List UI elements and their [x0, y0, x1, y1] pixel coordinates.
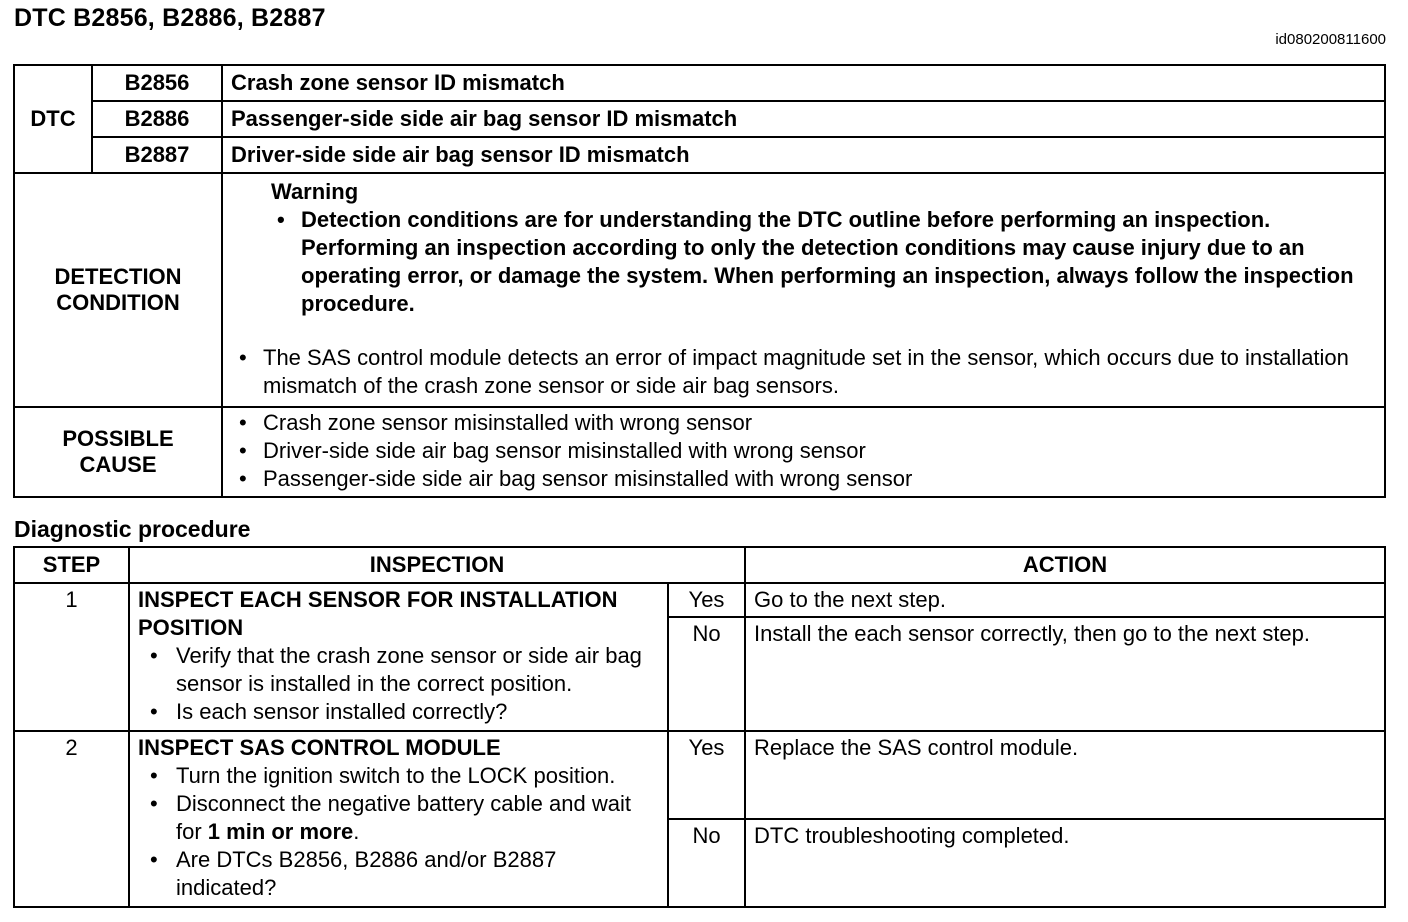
cause-item: • Passenger-side side air bag sensor misinstalled with wrong sensor [233, 465, 1374, 493]
yes-label: Yes [668, 731, 745, 819]
inspection-emphasis: 1 min or more [207, 819, 354, 844]
document-id: id080200811600 [1275, 31, 1386, 48]
dtc-code: B2887 [92, 137, 222, 173]
no-action: DTC troubleshooting completed. [745, 819, 1385, 907]
inspection-list [138, 642, 661, 726]
detection-condition-label [14, 173, 222, 407]
inspection-cell [129, 583, 668, 731]
warning-list [233, 206, 1374, 318]
cause-label-line: POSSIBLE [62, 426, 174, 451]
inspection-item: • Are DTCs B2856, B2886 and/or B2887 indicated? [138, 846, 661, 902]
yes-action: Replace the SAS control module. [745, 731, 1385, 819]
dtc-info-table [13, 64, 1386, 498]
detection-condition-cell [222, 173, 1385, 407]
inspection-item: • Turn the ignition switch to the LOCK position. [138, 762, 661, 790]
warning-item: • Detection conditions are for understanding the DTC outline before performing an inspection. Performing an inspection according to only the detection conditions may cause injury due to an operating error, or damage the system. When performing an inspection, always follow the inspection procedure. [271, 206, 1374, 318]
yes-action: Go to the next step. [745, 583, 1385, 617]
cause-item: • Crash zone sensor misinstalled with wrong sensor [233, 409, 1374, 437]
inspection-item [138, 790, 661, 846]
step-number: 1 [14, 583, 129, 731]
diagnostic-table [13, 546, 1386, 908]
possible-cause-label [14, 407, 222, 497]
inspection-list [138, 762, 661, 902]
dtc-description: Crash zone sensor ID mismatch [222, 65, 1385, 101]
cause-list [233, 409, 1374, 493]
dtc-description: Passenger-side side air bag sensor ID mismatch [222, 101, 1385, 137]
possible-cause-cell [222, 407, 1385, 497]
inspection-heading: INSPECT SAS CONTROL MODULE [138, 735, 501, 760]
warning-title: Warning [271, 179, 359, 204]
no-action: Install the each sensor correctly, then go to the next step. [745, 617, 1385, 731]
action-header: ACTION [745, 547, 1385, 583]
no-label: No [668, 617, 745, 731]
dtc-code: B2886 [92, 101, 222, 137]
inspection-heading: INSPECT EACH SENSOR FOR INSTALLATION POSITION [138, 587, 618, 640]
no-label: No [668, 819, 745, 907]
page-title: DTC B2856, B2886, B2887 [14, 4, 326, 32]
inspection-item: • Verify that the crash zone sensor or side air bag sensor is installed in the correct position. [138, 642, 661, 698]
yes-label: Yes [668, 583, 745, 617]
detection-label-line: CONDITION [56, 290, 180, 315]
inspection-header: INSPECTION [129, 547, 745, 583]
cause-item: • Driver-side side air bag sensor misinstalled with wrong sensor [233, 437, 1374, 465]
cause-label-line: CAUSE [79, 452, 157, 477]
step-number: 2 [14, 731, 129, 907]
inspection-item: • Is each sensor installed correctly? [138, 698, 661, 726]
inspection-text: Disconnect the negative battery cable and wait for [176, 791, 631, 844]
detection-label-line: DETECTION [54, 264, 182, 289]
diagnostic-heading: Diagnostic procedure [14, 516, 251, 542]
detection-item: • The SAS control module detects an error of impact magnitude set in the sensor, which occurs due to installation mismatch of the crash zone sensor or side air bag sensors. [233, 344, 1374, 400]
dtc-description: Driver-side side air bag sensor ID mismatch [222, 137, 1385, 173]
dtc-code: B2856 [92, 65, 222, 101]
dtc-label: DTC [14, 65, 92, 173]
detection-list [233, 344, 1374, 400]
inspection-text: . [353, 819, 360, 844]
step-header: STEP [14, 547, 129, 583]
inspection-cell [129, 731, 668, 907]
